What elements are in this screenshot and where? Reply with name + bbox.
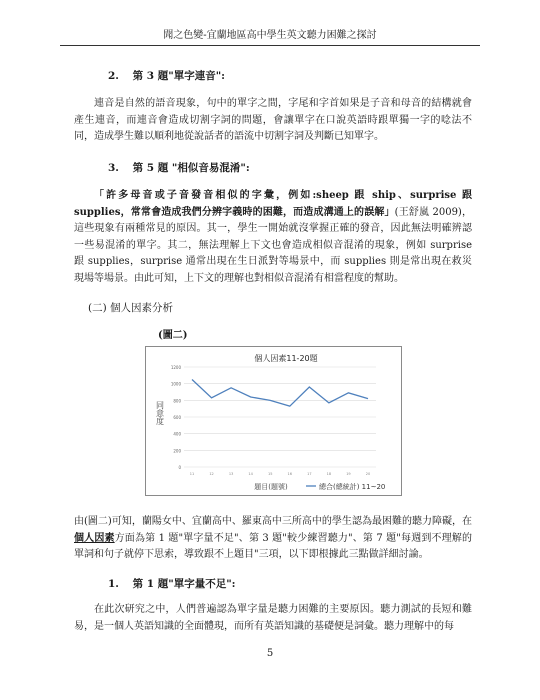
- legend-label: 總合(總統計) 11~20: [319, 483, 386, 491]
- paragraph: [74, 514, 472, 564]
- subsection-title: (二) 個人因素分析: [88, 302, 174, 314]
- y-tick-label: 0: [178, 465, 181, 470]
- running-header: 聞之色變-宜蘭地區高中學生英文聽力困難之探討: [60, 26, 480, 46]
- section-title: 第 5 題 "相似音易混淆":: [132, 162, 250, 174]
- section-heading: [108, 576, 236, 591]
- x-tick-label: 17: [307, 472, 312, 476]
- section-title: 第 1 題"單字量不足":: [132, 578, 236, 590]
- x-tick-label: 16: [287, 472, 293, 476]
- paragraph-text: 方面為第 1 題"單字量不足"、第 3 題"較少練習聽力"、第 7 題"每週到不理解的單詞和句子就停下思索，導致跟不上題目"三項，以下即根據此三點做詳細討論。: [74, 532, 472, 560]
- page-number: 5: [266, 648, 274, 659]
- quote-text: 「許多母音或子音發音相似的字彙，例如:sheep 跟 ship、surprise 跟 supplies，常常會造成我們分辨字義時的困難，而造成溝通上的誤解」: [74, 190, 472, 218]
- x-tick-label: 13: [228, 472, 234, 476]
- section-heading: [108, 68, 225, 83]
- section-heading: [108, 160, 250, 175]
- x-tick-label: 12: [209, 472, 214, 476]
- x-tick-label: 11: [189, 472, 195, 476]
- paragraph: [74, 188, 472, 287]
- paragraph-text: 由(圖二)可知，蘭陽女中、宜蘭高中、羅東高中三所高中的學生認為最困難的聽力障礙，在: [74, 516, 472, 527]
- y-tick-label: 600: [173, 415, 181, 420]
- paragraph-text: ，這些現象有兩種常見的原因。其一，學生一開始就沒掌握正確的發音，因此無法明確辨認一些易混淆的單字。其二，無法理解上下文也會造成相似音混淆的現象，例如 surprise 跟 supplies，surprise 通常出現在生日派對等場景中，而 supplies 則是常出現在救災現場等場景。由此可知，上下文的理解也對相似音混淆有相當程度的幫助。: [74, 206, 472, 284]
- x-tick-label: 18: [326, 472, 332, 476]
- highlight-term: 個人因素: [74, 532, 115, 544]
- y-tick-label: 800: [173, 398, 181, 404]
- y-tick-label: 1000: [170, 381, 181, 387]
- chart-title: 個人因素11-20題: [254, 354, 318, 363]
- x-axis-label: 題目(題號): [254, 483, 288, 491]
- figure-label: (圖二): [158, 330, 188, 341]
- x-tick-label: 20: [365, 472, 371, 476]
- chart: [145, 346, 402, 496]
- x-tick-label: 14: [248, 472, 253, 476]
- x-tick-label: 19: [346, 472, 351, 476]
- paragraph: [74, 602, 472, 635]
- section-number: 1.: [108, 578, 119, 590]
- line-chart: [146, 347, 401, 495]
- citation: (王舒嵐 2009): [394, 206, 462, 218]
- y-tick-label: 1200: [170, 365, 181, 370]
- section-number: 2.: [108, 70, 119, 82]
- y-tick-label: 400: [173, 431, 181, 437]
- paragraph: [74, 96, 472, 146]
- x-tick-label: 15: [267, 472, 273, 476]
- y-tick-label: 200: [173, 448, 181, 454]
- paragraph-text: 連音是自然的語音現象，句中的單字之間，字尾和字首如果是子音和母音的結構就會產生連音，而連音會造成切割字詞的問題，會讓單字在口說英語時跟單獨一字的唸法不同，造成學生難以順利地從說話者的語流中切割字詞及判斷已知單字。: [74, 98, 472, 142]
- section-number: 3.: [108, 162, 119, 174]
- y-axis-label: 同意度: [155, 401, 165, 425]
- paragraph-text: 在此次研究之中，人們普遍認為單字量是聽力困難的主要原因。聽力測試的長短和難易，是一個人英語知識的全面體現，而所有英語知識的基礎便是詞彙。聽力理解中的每: [74, 604, 472, 632]
- section-title: 第 3 題"單字連音":: [132, 70, 226, 82]
